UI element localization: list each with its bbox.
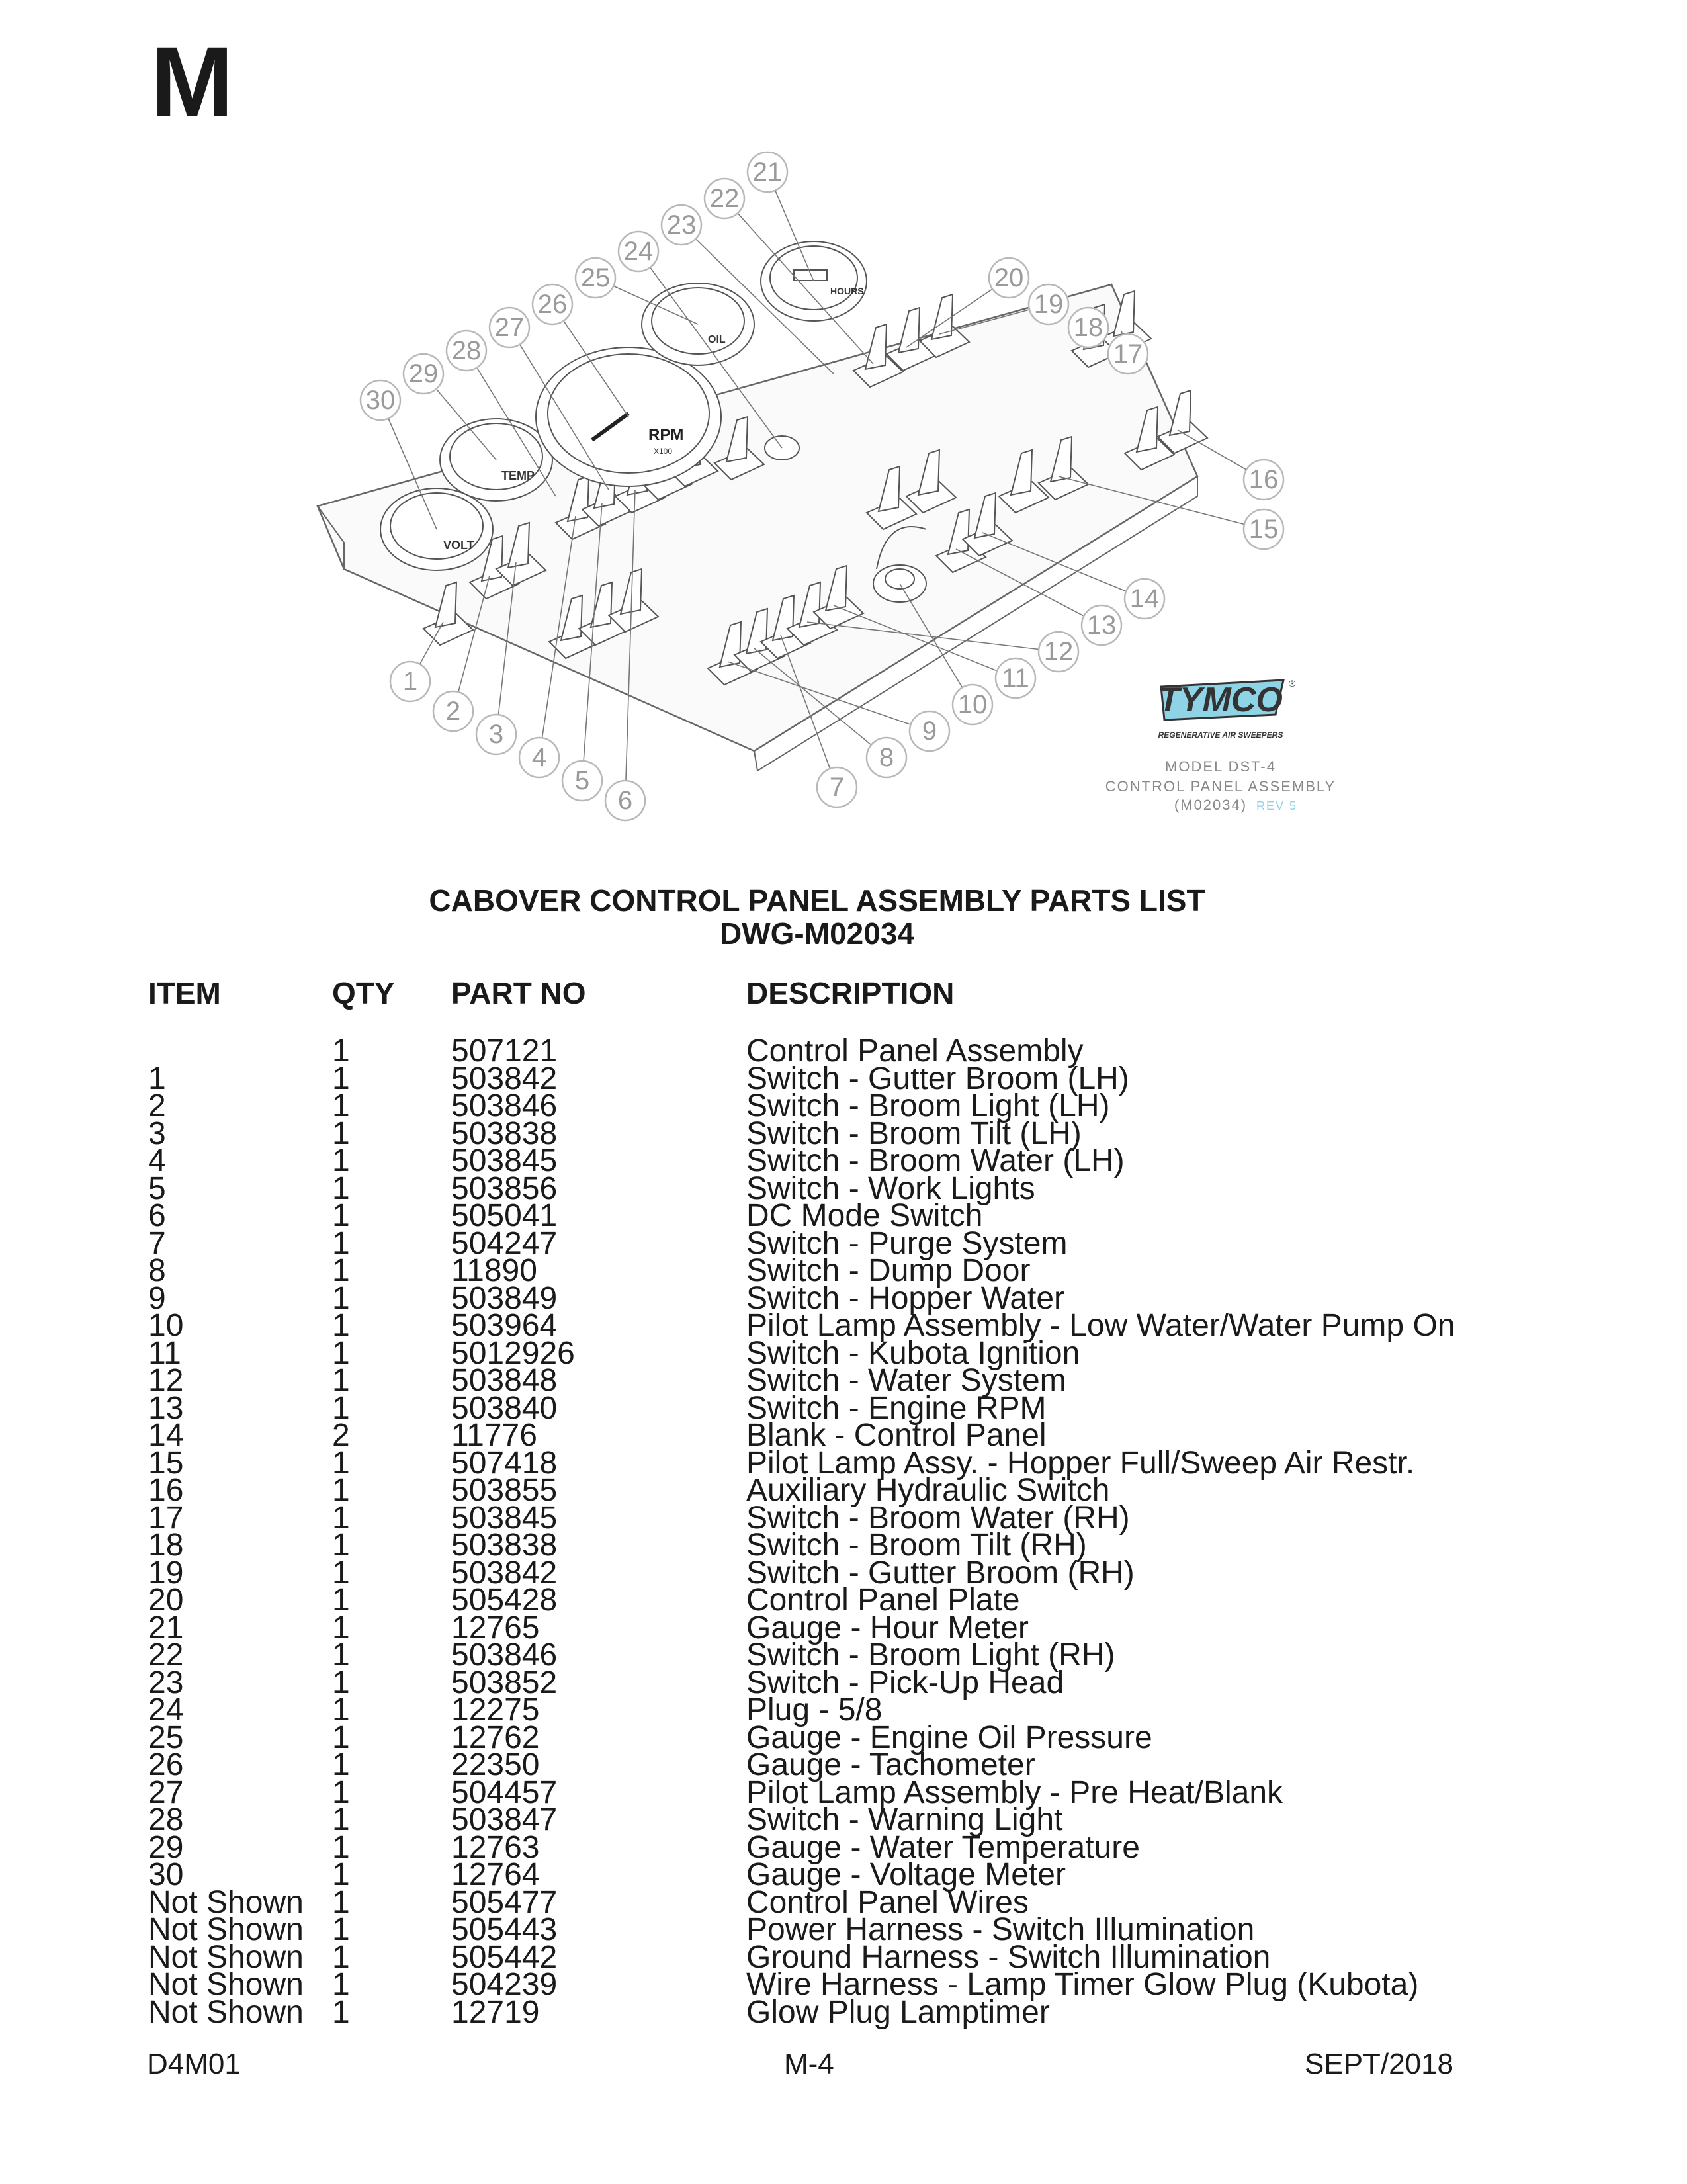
drawing-note-line1: MODEL DST-4 (1165, 758, 1276, 775)
callout-number: 7 (829, 773, 845, 802)
drawing-note-line2: CONTROL PANEL ASSEMBLY (1105, 778, 1336, 795)
row-item: 8 (148, 1253, 166, 1288)
row-part-no: 11890 (451, 1253, 537, 1288)
row-description: Gauge - Engine Oil Pressure (746, 1720, 1152, 1755)
row-item: 25 (148, 1720, 184, 1755)
callout-number: 8 (879, 743, 894, 772)
header-item: ITEM (148, 976, 221, 1010)
row-qty: 1 (332, 1198, 350, 1233)
row-description: Switch - Purge System (746, 1225, 1068, 1261)
row-qty: 1 (332, 1143, 350, 1178)
row-description: Gauge - Water Temperature (746, 1829, 1140, 1865)
callout-number: 3 (488, 720, 504, 749)
row-description: DC Mode Switch (746, 1198, 983, 1233)
row-description: Switch - Warning Light (746, 1802, 1063, 1837)
callout-number: 22 (709, 184, 740, 213)
row-part-no: 504239 (451, 1967, 558, 2002)
row-item: 21 (148, 1610, 184, 1645)
row-description: Switch - Broom Light (RH) (746, 1638, 1115, 1673)
callout-17 (1108, 334, 1148, 374)
row-item: Not Shown (148, 1912, 304, 1947)
row-item: 26 (148, 1747, 184, 1782)
row-description: Gauge - Tachometer (746, 1747, 1035, 1782)
row-qty: 1 (332, 1967, 350, 2002)
row-description: Blank - Control Panel (746, 1418, 1047, 1453)
row-qty: 1 (332, 1774, 350, 1810)
callout-29 (404, 354, 443, 394)
row-part-no: 12764 (451, 1857, 540, 1892)
callout-number: 20 (994, 263, 1024, 292)
callout-number: 4 (531, 743, 547, 772)
row-part-no: 505041 (451, 1198, 558, 1233)
row-item: 12 (148, 1363, 184, 1398)
row-qty: 1 (332, 1363, 350, 1398)
callout-number: 23 (666, 210, 697, 240)
row-item: 2 (148, 1088, 166, 1123)
callout-11 (996, 658, 1035, 698)
row-item: Not Shown (148, 1939, 304, 1975)
callout-number: 5 (574, 766, 590, 795)
row-part-no: 12762 (451, 1720, 540, 1755)
callout-number: 14 (1129, 584, 1160, 613)
row-description: Glow Plug Lamptimer (746, 1994, 1050, 2030)
callout-number: 12 (1043, 637, 1074, 666)
footer-doc-code: D4M01 (147, 2048, 241, 2080)
row-qty: 1 (332, 1610, 350, 1645)
volt-label: VOLT (443, 539, 474, 552)
row-item: 3 (148, 1115, 166, 1151)
row-part-no: 503852 (451, 1665, 558, 1700)
callout-5 (562, 761, 602, 801)
row-qty: 1 (332, 1473, 350, 1508)
callout-9 (910, 711, 949, 751)
row-part-no: 503842 (451, 1061, 558, 1096)
callout-number: 17 (1113, 339, 1143, 369)
control-panel-diagram (291, 146, 1416, 847)
row-part-no: 22350 (451, 1747, 540, 1782)
callout-number: 15 (1248, 515, 1279, 544)
callout-number: 25 (580, 263, 611, 292)
row-part-no: 504457 (451, 1774, 558, 1810)
callout-28 (447, 331, 486, 371)
tymco-logo (1158, 678, 1296, 740)
row-description: Control Panel Plate (746, 1583, 1020, 1618)
row-part-no: 503845 (451, 1500, 558, 1536)
row-part-no: 503847 (451, 1802, 558, 1837)
row-part-no: 503964 (451, 1308, 558, 1343)
callout-15 (1244, 509, 1283, 549)
row-item: 30 (148, 1857, 184, 1892)
callout-3 (476, 715, 516, 754)
callout-8 (867, 738, 906, 777)
row-part-no: 12719 (451, 1994, 540, 2030)
row-part-no: 503842 (451, 1555, 558, 1591)
parts-list-title: CABOVER CONTROL PANEL ASSEMBLY PARTS LIST (429, 883, 1205, 918)
footer-page-number: M-4 (784, 2048, 834, 2080)
callout-number: 9 (922, 717, 937, 746)
callout-number: 24 (623, 237, 654, 266)
row-qty: 1 (332, 1390, 350, 1426)
row-description: Switch - Broom Tilt (RH) (746, 1528, 1087, 1563)
callout-number: 21 (752, 157, 783, 187)
callout-20 (989, 258, 1029, 298)
drawing-note-line3b: REV 5 (1256, 799, 1298, 812)
row-part-no: 503845 (451, 1143, 558, 1178)
callout-number: 19 (1033, 290, 1064, 319)
row-qty: 1 (332, 1033, 350, 1069)
row-qty: 1 (332, 1445, 350, 1481)
rpm-sub-label: X100 (654, 447, 673, 456)
row-qty: 1 (332, 1939, 350, 1975)
callout-1 (390, 662, 430, 701)
row-description: Ground Harness - Switch Illumination (746, 1939, 1271, 1975)
row-item: 5 (148, 1170, 166, 1206)
row-item: 24 (148, 1692, 184, 1727)
row-part-no: 11776 (451, 1418, 537, 1453)
row-description: Switch - Broom Water (LH) (746, 1143, 1125, 1178)
row-qty: 1 (332, 1857, 350, 1892)
row-item: 1 (148, 1061, 166, 1096)
callout-24 (619, 232, 658, 271)
callout-13 (1082, 605, 1121, 645)
callout-number: 6 (617, 786, 633, 815)
callout-number: 28 (451, 336, 482, 365)
row-item: 4 (148, 1143, 166, 1178)
row-part-no: 503849 (451, 1280, 558, 1316)
row-part-no: 505428 (451, 1583, 558, 1618)
logo-brand: TYMCO (1158, 681, 1283, 719)
callout-6 (605, 781, 645, 820)
row-description: Switch - Broom Water (RH) (746, 1500, 1130, 1536)
row-item: Not Shown (148, 1967, 304, 2002)
row-qty: 1 (332, 1638, 350, 1673)
footer-date: SEPT/2018 (1305, 2048, 1454, 2080)
drawing-note (1105, 758, 1336, 813)
callout-7 (817, 767, 857, 807)
row-part-no: 507121 (451, 1033, 558, 1069)
row-part-no: 505443 (451, 1912, 558, 1947)
row-part-no: 12765 (451, 1610, 540, 1645)
row-qty: 1 (332, 1583, 350, 1618)
logo-tagline: REGENERATIVE AIR SWEEPERS (1158, 730, 1283, 740)
row-item: 11 (148, 1335, 181, 1371)
row-description: Switch - Gutter Broom (LH) (746, 1061, 1129, 1096)
callout-30 (361, 380, 400, 420)
callout-14 (1125, 579, 1164, 619)
callout-12 (1039, 632, 1078, 672)
hours-label: HOURS (830, 286, 864, 296)
callout-27 (490, 308, 529, 347)
callout-number: 27 (494, 313, 525, 342)
row-part-no: 503856 (451, 1170, 558, 1206)
callout-18 (1068, 308, 1108, 347)
row-description: Wire Harness - Lamp Timer Glow Plug (Kubota) (746, 1967, 1419, 2002)
callout-22 (705, 179, 744, 218)
row-qty: 1 (332, 1115, 350, 1151)
callout-26 (533, 284, 572, 324)
row-part-no: 507418 (451, 1445, 558, 1481)
row-qty: 1 (332, 1308, 350, 1343)
drawing-note-line3a: (M02034) (1174, 797, 1248, 813)
row-description: Switch - Kubota Ignition (746, 1335, 1080, 1371)
row-qty: 1 (332, 1253, 350, 1288)
row-qty: 1 (332, 1555, 350, 1591)
row-part-no: 503838 (451, 1528, 558, 1563)
callout-19 (1029, 284, 1068, 324)
row-description: Gauge - Voltage Meter (746, 1857, 1066, 1892)
row-qty: 1 (332, 1528, 350, 1563)
row-part-no: 503855 (451, 1473, 558, 1508)
header-description: DESCRIPTION (746, 976, 955, 1010)
row-part-no: 503848 (451, 1363, 558, 1398)
table-row (0, 1994, 1687, 2030)
row-description: Control Panel Assembly (746, 1033, 1084, 1069)
row-description: Pilot Lamp Assy. - Hopper Full/Sweep Air Restr. (746, 1445, 1415, 1481)
row-part-no: 5012926 (451, 1335, 575, 1371)
callout-number: 26 (537, 290, 568, 319)
row-description: Pilot Lamp Assembly - Low Water/Water Pump On (746, 1308, 1455, 1343)
callout-number: 2 (445, 697, 461, 726)
parts-table (0, 1033, 1687, 2030)
row-part-no: 503846 (451, 1638, 558, 1673)
row-item: 16 (148, 1473, 184, 1508)
row-part-no: 504247 (451, 1225, 558, 1261)
row-qty: 1 (332, 1802, 350, 1837)
row-item: 10 (148, 1308, 184, 1343)
row-item: 20 (148, 1583, 184, 1618)
row-description: Switch - Pick-Up Head (746, 1665, 1064, 1700)
row-qty: 1 (332, 1088, 350, 1123)
row-qty: 1 (332, 1720, 350, 1755)
row-part-no: 12763 (451, 1829, 540, 1865)
row-item: 6 (148, 1198, 166, 1233)
header-part-no: PART NO (451, 976, 586, 1010)
row-qty: 1 (332, 1170, 350, 1206)
row-description: Control Panel Wires (746, 1884, 1029, 1920)
row-qty: 1 (332, 1994, 350, 2030)
row-item: 7 (148, 1225, 166, 1261)
row-description: Switch - Gutter Broom (RH) (746, 1555, 1135, 1591)
row-item: 18 (148, 1528, 184, 1563)
row-part-no: 503838 (451, 1115, 558, 1151)
logo-registered: ® (1289, 678, 1296, 689)
rpm-label: RPM (648, 426, 684, 444)
row-part-no: 505442 (451, 1939, 558, 1975)
row-qty: 1 (332, 1747, 350, 1782)
callout-23 (662, 205, 701, 245)
row-qty: 1 (332, 1692, 350, 1727)
callout-21 (748, 152, 787, 192)
row-description: Switch - Hopper Water (746, 1280, 1065, 1316)
row-description: Switch - Water System (746, 1363, 1066, 1398)
row-item: 19 (148, 1555, 184, 1591)
row-item: 9 (148, 1280, 166, 1316)
row-part-no: 12275 (451, 1692, 540, 1727)
drawing-number: DWG-M02034 (720, 916, 914, 951)
row-qty: 1 (332, 1280, 350, 1316)
row-description: Power Harness - Switch Illumination (746, 1912, 1255, 1947)
callout-25 (576, 258, 615, 298)
row-part-no: 505477 (451, 1884, 558, 1920)
callout-number: 16 (1248, 465, 1279, 494)
row-description: Pilot Lamp Assembly - Pre Heat/Blank (746, 1774, 1283, 1810)
callout-2 (433, 691, 473, 731)
row-description: Switch - Work Lights (746, 1170, 1035, 1206)
row-item: 27 (148, 1774, 184, 1810)
callout-number: 29 (408, 359, 439, 388)
callout-10 (953, 685, 992, 724)
row-qty: 1 (332, 1225, 350, 1261)
callout-16 (1244, 460, 1283, 500)
row-description: Switch - Engine RPM (746, 1390, 1047, 1426)
temp-label: TEMP (501, 469, 535, 482)
row-item: 17 (148, 1500, 184, 1536)
row-item: 22 (148, 1638, 184, 1673)
row-part-no: 503840 (451, 1390, 558, 1426)
row-qty: 1 (332, 1665, 350, 1700)
row-description: Switch - Broom Tilt (LH) (746, 1115, 1082, 1151)
row-qty: 2 (332, 1418, 350, 1453)
row-description: Plug - 5/8 (746, 1692, 883, 1727)
row-item: 13 (148, 1390, 184, 1426)
row-item: 14 (148, 1418, 184, 1453)
row-qty: 1 (332, 1500, 350, 1536)
row-item: Not Shown (148, 1994, 304, 2030)
row-part-no: 503846 (451, 1088, 558, 1123)
row-description: Gauge - Hour Meter (746, 1610, 1029, 1645)
callout-4 (519, 738, 559, 777)
row-qty: 1 (332, 1884, 350, 1920)
callout-number: 30 (365, 386, 396, 415)
callout-number: 18 (1073, 313, 1103, 342)
row-qty: 1 (332, 1061, 350, 1096)
callout-number: 1 (402, 667, 418, 696)
callout-number: 11 (1002, 664, 1029, 693)
callout-number: 13 (1086, 611, 1117, 640)
section-letter: M (151, 26, 234, 137)
row-qty: 1 (332, 1912, 350, 1947)
row-description: Auxiliary Hydraulic Switch (746, 1473, 1110, 1508)
row-item: 23 (148, 1665, 184, 1700)
row-qty: 1 (332, 1829, 350, 1865)
header-qty: QTY (332, 976, 395, 1010)
callout-number: 10 (957, 690, 988, 719)
oil-label: OIL (708, 334, 726, 345)
row-item: 29 (148, 1829, 184, 1865)
row-qty: 1 (332, 1335, 350, 1371)
row-description: Switch - Dump Door (746, 1253, 1031, 1288)
row-item: 28 (148, 1802, 184, 1837)
row-description: Switch - Broom Light (LH) (746, 1088, 1110, 1123)
row-item: Not Shown (148, 1884, 304, 1920)
row-item: 15 (148, 1445, 184, 1481)
